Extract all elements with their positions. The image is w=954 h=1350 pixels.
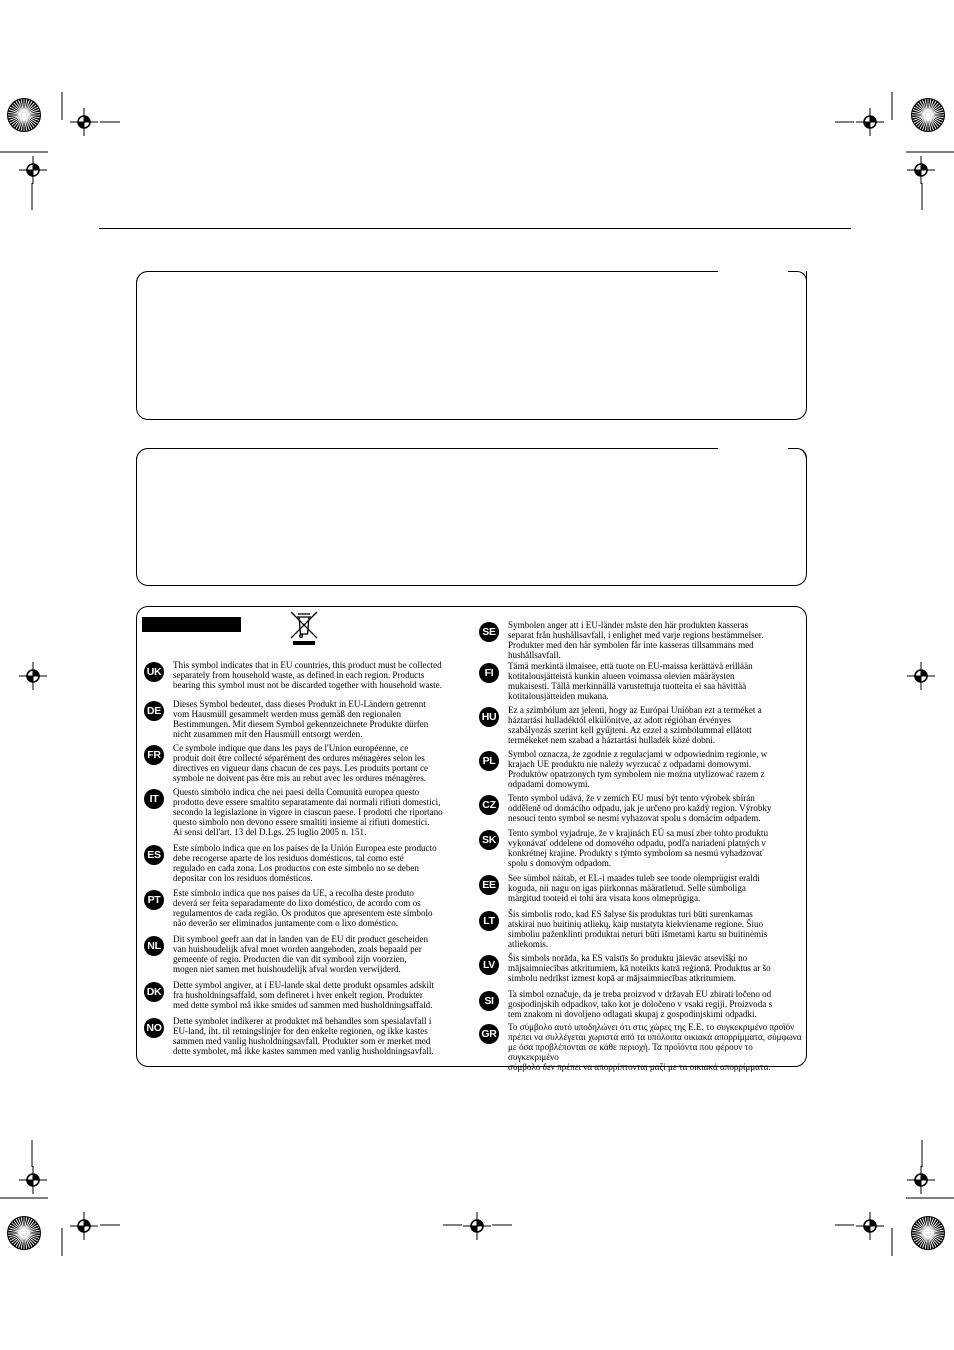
crosshair-registration-icon xyxy=(907,1166,935,1194)
language-code-badge: FI xyxy=(479,663,499,683)
language-entry-lt xyxy=(479,909,804,949)
language-code-badge: EE xyxy=(479,875,499,895)
language-entry-uk xyxy=(144,660,473,690)
language-code-badge: IT xyxy=(144,789,164,809)
crosshair-registration-icon xyxy=(19,1166,47,1194)
language-entry-text: Symbol oznacza, że zgodnie z regulacjami w odpowiednim regionie, w krajach UE produktu nie należy wyrzucać z odpadami domowymi. Produktów opatrzonych tym symbolem nie można utylizować razem z odpadami domowymi. xyxy=(508,749,768,790)
language-entry-text: See sümbol näitab, et EL-i maades tuleb see toode olemprügist eraldi koguda, nii nagu on igas piirkonnas määratletud. Selle sümboliga märgitud tooteid ei tohi ära visata koos olmeprügiga. xyxy=(508,873,760,904)
crosshair-registration-icon xyxy=(70,1212,98,1240)
language-code-badge: DE xyxy=(144,701,164,721)
language-entry-se xyxy=(479,620,804,660)
language-entry-text: Dieses Symbol bedeutet, dass dieses Produkt in EU-Ländern getrennt vom Hausmüll gesammelt werden muss gemäß den regionalen Bestimmungen. Mit diesem Symbol gekennzeichnete Produkte dürfen nicht zusammen mit den Hausmüll entsorgt werden. xyxy=(173,699,429,740)
language-entry-text: Το σύμβολο αυτό υποδηλώνει ότι στις χώρες της Ε.Ε. το συγκεκριμένο προϊόν πρέπει να συλλέγεται χωριστά από τα υπόλοιπα οικιακά απορρίμματα, σύμφωνα με όσα προβλέπονται σε κάθε περιοχή. Τα προϊόντα που φέρουν το συγκεκριμένο σύμβολο δεν πρέπει να απορρίπτονται μαζί με τα οικιακά απορρίμματα. xyxy=(508,1022,802,1073)
language-entry-fr xyxy=(144,743,473,783)
crosshair-registration-icon xyxy=(70,108,98,136)
language-code-badge: FR xyxy=(144,745,164,765)
language-code-badge: NL xyxy=(144,936,164,956)
language-code-badge: DK xyxy=(144,982,164,1002)
language-entry-fi xyxy=(479,661,804,701)
language-code-badge: ES xyxy=(144,845,164,865)
starburst-registration-icon xyxy=(7,1216,41,1250)
language-entry-text: Ez a szimbólum azt jelenti, hogy az Európai Unióban ezt a terméket a háztartási hulladéktól elkülönítve, az adott régióban érvényes szabályozás szerint kell gyűjteni. Az ezzel a szimbólummal ellátott termékeket nem szabad a háztartási hulladék közé dobni. xyxy=(508,705,762,746)
language-code-badge: UK xyxy=(144,662,164,682)
language-entry-text: Šis simbolis rodo, kad ES šalyse šis produktas turi būti surenkamas atskirai nuo buitinių atliekų, kaip nustatyta kiekviename regione. Šiuo simboliu paženklinti produktai neturi būti išmetami kartu su buitinėmis atliekomis. xyxy=(508,909,768,950)
language-entry-pt xyxy=(144,888,473,928)
language-entry-sk xyxy=(479,828,804,868)
language-entry-hu xyxy=(479,705,804,745)
language-entry-lv xyxy=(479,953,804,983)
language-code-badge: CZ xyxy=(479,795,499,815)
language-entry-text: Este símbolo indica que en los países de la Unión Europea este producto debe recogerse aparte de los residuos domésticos, tal como esté regulado en cada zona. Los productos con este símbolo no se deben depositar con los residuos domésticos. xyxy=(173,843,437,884)
starburst-registration-icon xyxy=(7,98,41,132)
starburst-registration-icon xyxy=(911,98,945,132)
language-code-badge: LT xyxy=(479,911,499,931)
language-code-badge: SK xyxy=(479,830,499,850)
language-entry-text: Symbolen anger att i EU-länder måste den här produkten kasseras separat från hushållsavfall, i enlighet med varje regions bestämmelser. Produkter med den här symbolen får inte kasseras tillsammans med hushållsavfall. xyxy=(508,620,764,661)
language-entry-de xyxy=(144,699,473,739)
language-code-badge: GR xyxy=(479,1024,499,1044)
language-entry-text: Šis simbols norāda, ka ES valstīs šo produktu jāievāc atsevišķi no mājsaimniecības atkritumiem, kā noteikts katrā reģionā. Produktus ar šo simbolu nedrīkst izmest kopā ar mājsaimniecības atkritumiem. xyxy=(508,953,771,984)
language-code-badge: SE xyxy=(479,622,499,642)
language-entry-no xyxy=(144,1016,473,1056)
language-entry-text: Dit symbool geeft aan dat in landen van de EU dit product gescheiden van huishoudelijk afval moet worden aangeboden, zoals bepaald per gemeente of regio. Producten die van dit symbool zijn voorzien, mogen niet samen met huishoudelijk afval worden verwijderd. xyxy=(173,934,429,975)
language-entry-ee xyxy=(479,873,804,903)
language-entry-cz xyxy=(479,793,804,823)
language-code-badge: SI xyxy=(479,991,499,1011)
language-code-badge: HU xyxy=(479,707,499,727)
language-entry-text: Este símbolo indica que nos países da UE, a recolha deste produto deverá ser feita separadamente do lixo doméstico, de acordo com os regulamentos de cada região. Os produtos que apresentem este símbolo não deverão ser eliminados juntamente com o lixo doméstico. xyxy=(173,888,433,929)
crosshair-registration-icon xyxy=(463,1212,491,1240)
language-entry-text: Tento symbol vyjadruje, že v krajinách EÚ sa musí zber tohto produktu vykonávať oddelene od domového odpadu, podľa nariadení platných v konkrétnej krajine. Produkty s týmto symbolom sa nesmú vyhadzovať spolu s domovým odpadom. xyxy=(508,828,768,869)
language-entry-text: Tento symbol udává, že v zemích EU musí být tento výrobek sbírán odděleně od domácího odpadu, jak je určeno pro každý region. Výrobky nesoucí tento symbol se nesmí vyhazovat spolu s domácím odpadem. xyxy=(508,793,772,824)
language-entry-dk xyxy=(144,980,473,1010)
language-entry-text: Tämä merkintä ilmaisee, että tuote on EU-maissa kerättävä erillään kotitalousjätteistä kunkin alueen voimassa olevien määräysten mukaisesti. Tällä merkinnällä varustettuja tuotteita ei saa hävittää kotitalousjätteiden mukana. xyxy=(508,661,753,702)
language-entry-text: Ce symbole indique que dans les pays de l'Union européenne, ce produit doit être collecté séparément des ordures ménagères selon les directives en vigueur dans chacun de ces pays. Les produits portant ce symbole ne doivent pas être mis au rebut avec les ordures ménagères. xyxy=(173,743,429,784)
language-entry-text: Ta simbol označuje, da je treba proizvod v državah EU zbirati ločeno od gospodinjskih odpadkov, tako kot je določeno v vsaki regiji. Proizvoda s tem znakom ni dovoljeno odlagati skupaj z gospodinjskimi odpadki. xyxy=(508,989,773,1020)
language-code-badge: LV xyxy=(479,955,499,975)
crosshair-registration-icon xyxy=(856,1212,884,1240)
crosshair-registration-icon xyxy=(907,662,935,690)
language-entry-text: This symbol indicates that in EU countries, this product must be collected separately from household waste, as defined in each region. Products bearing this symbol must not be discarded together with household waste. xyxy=(173,660,442,691)
language-entry-es xyxy=(144,843,473,883)
language-entry-nl xyxy=(144,934,473,974)
language-entry-pl xyxy=(479,749,804,789)
crosshair-registration-icon xyxy=(907,156,935,184)
language-code-badge: PT xyxy=(144,890,164,910)
crosshair-registration-icon xyxy=(856,108,884,136)
language-code-badge: NO xyxy=(144,1018,164,1038)
crosshair-registration-icon xyxy=(19,662,47,690)
starburst-registration-icon xyxy=(911,1216,945,1250)
language-code-badge: PL xyxy=(479,751,499,771)
crosshair-registration-icon xyxy=(19,156,47,184)
language-entry-text: Questo simbolo indica che nei paesi della Comunità europea questo prodotto deve essere smaltito separatamente dai normali rifiuti domestici, secondo la legislazione in vigore in ciascun paese. I prodotti che riportano questo simbolo non devono essere smaltiti insieme ai rifiuti domestici. Ai sensi dell'art. 13 del D.Lgs. 25 luglio 2005 n. 151. xyxy=(173,787,443,838)
language-entry-si xyxy=(479,989,804,1019)
language-entry-text: Dette symbol angiver, at i EU-lande skal dette produkt opsamles adskilt fra husholdningsaffald, som defineret i hver enkelt region. Produkter med dette symbol må ikke smides ud sammen med husholdningsaffald. xyxy=(173,980,435,1011)
language-entry-it xyxy=(144,787,473,837)
language-entry-gr xyxy=(479,1022,804,1072)
language-entry-text: Dette symbolet indikerer at produktet må behandles som spesialavfall i EU-land, iht. til retningslinjer for den enkelte regionen, og ikke kastes sammen med vanlig husholdningsavfall. Produkter som er merket med dette symbolet, må ikke kastes sammen med vanlig husholdningsavfall. xyxy=(173,1016,434,1057)
